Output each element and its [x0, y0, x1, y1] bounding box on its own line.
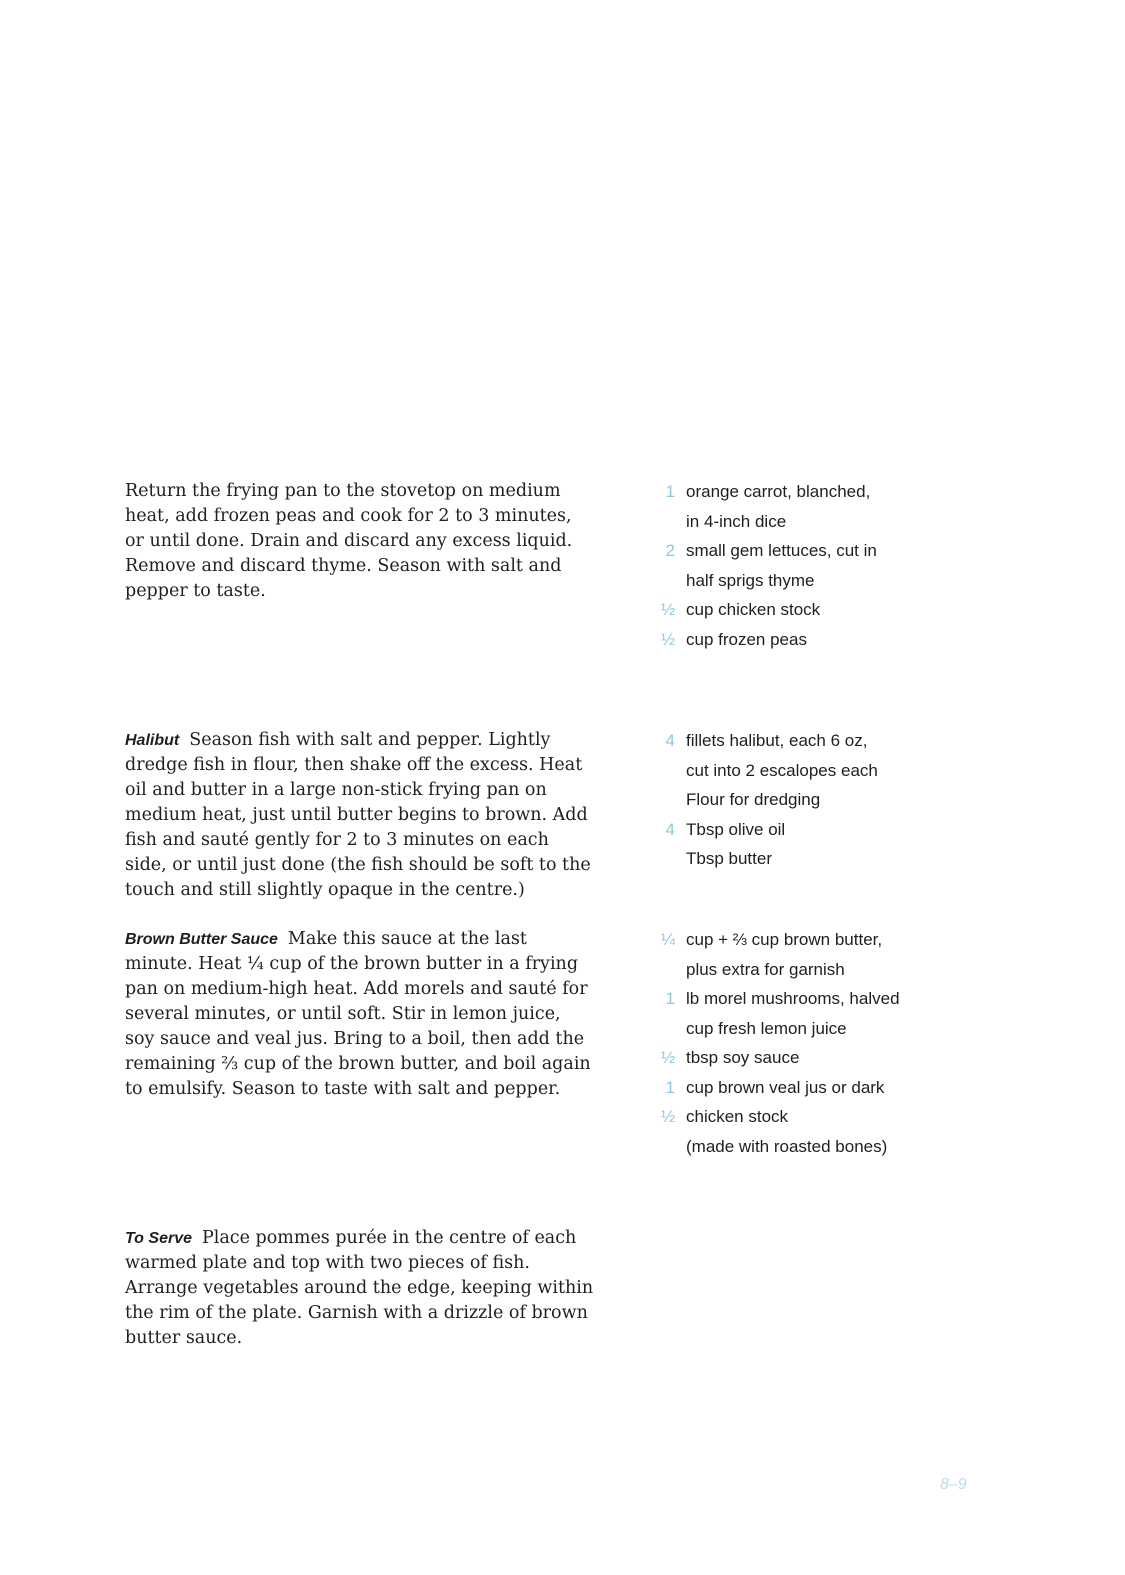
ingredient-text: cup brown veal jus or dark: [686, 1077, 885, 1097]
ingredient-text: plus extra for garnish: [686, 959, 845, 979]
ingredient-qty: [655, 1014, 675, 1044]
ingredient-text: cup + ⅔ cup brown butter,: [686, 930, 883, 949]
ingredient-row: [655, 1073, 985, 1103]
ingredient-row: [655, 844, 985, 874]
ingredient-row: [655, 785, 985, 815]
ingredient-list-halibut: [655, 726, 985, 874]
ingredient-text: cup frozen peas: [686, 629, 807, 649]
ingredient-qty: [655, 785, 675, 815]
ingredient-row: [655, 955, 985, 985]
ingredient-row: [655, 726, 985, 756]
ingredient-row: [655, 1043, 985, 1073]
ingredient-list-vegetables: [655, 477, 985, 654]
ingredient-text: tbsp soy sauce: [686, 1048, 800, 1067]
ingredient-row: [655, 925, 985, 955]
ingredient-qty: [655, 1132, 675, 1162]
ingredient-qty: 4: [665, 819, 675, 839]
page-number: 8–9: [940, 1476, 967, 1493]
method-paragraph-vegetables: [125, 479, 595, 604]
ingredient-row: [655, 595, 985, 625]
ingredient-text: in 4-inch dice: [686, 511, 787, 531]
ingredient-row: [655, 536, 985, 566]
section-heading: Brown Butter Sauce: [125, 931, 278, 948]
ingredient-row: [655, 477, 985, 507]
ingredient-row: [655, 1132, 985, 1162]
ingredient-text: cut into 2 escalopes each: [686, 760, 878, 780]
ingredient-qty: ½: [660, 1048, 675, 1067]
section-heading: To Serve: [125, 1230, 192, 1247]
ingredient-row: [655, 1102, 985, 1132]
ingredient-qty: 2: [665, 541, 675, 560]
ingredient-qty: [655, 507, 675, 537]
method-text: Place pommes purée in the centre of each warmed plate and top with two pieces of fish. Arrange vegetables around the edge, keeping within the rim of the plate. Garnish with a drizzle of brown butter sauce.: [125, 1228, 594, 1348]
ingredient-text: chicken stock: [686, 1107, 789, 1126]
ingredient-text: lb morel mushrooms, halved: [686, 989, 900, 1008]
ingredient-qty: 1: [665, 989, 675, 1008]
ingredient-qty: [655, 756, 675, 786]
ingredient-text: fillets halibut, each 6 oz,: [686, 731, 868, 750]
ingredient-row: [655, 566, 985, 596]
method-text: Season fish with salt and pepper. Lightly dredge fish in flour, then shake off the excess. Heat oil and butter in a large non-stick frying pan on medium heat, just until butter begins to brown. Add fish and sauté gently for 2 to 3 minutes on each side, or until just done (the fish should be soft to the touch and still slightly opaque in the centre.): [125, 730, 591, 900]
method-paragraph-to-serve: [125, 1226, 595, 1351]
ingredient-row: [655, 815, 985, 845]
ingredient-qty: 1: [665, 1077, 675, 1097]
ingredient-row: [655, 984, 985, 1014]
ingredient-text: orange carrot, blanched,: [686, 482, 871, 501]
ingredient-text: small gem lettuces, cut in: [686, 541, 877, 560]
ingredient-text: cup fresh lemon juice: [686, 1018, 847, 1038]
method-text: Make this sauce at the last minute. Heat ¼ cup of the brown butter in a frying pan on medium-high heat. Add morels and sauté for several minutes, or until soft. Stir in lemon juice, soy sauce and veal jus. Bring to a boil, then add the remaining ⅔ cup of the brown butter, and boil again to emulsify. Season to taste with salt and pepper.: [125, 929, 591, 1099]
ingredient-row: [655, 1014, 985, 1044]
ingredient-text: Flour for dredging: [686, 790, 821, 809]
ingredient-qty: [655, 955, 675, 985]
method-text: Return the frying pan to the stovetop on medium heat, add frozen peas and cook for 2 to 3 minutes, or until done. Drain and discard any excess liquid. Remove and discard thyme. Season with salt and pepper to taste.: [125, 481, 573, 601]
ingredient-qty: ½: [660, 600, 675, 619]
ingredient-text: Tbsp butter: [686, 849, 772, 868]
ingredient-qty: ¼: [660, 930, 675, 949]
ingredient-row: [655, 507, 985, 537]
ingredient-qty: [655, 844, 675, 874]
ingredient-text: half sprigs thyme: [686, 570, 815, 590]
ingredient-qty: 1: [665, 482, 675, 501]
ingredient-list-brown-butter-sauce: [655, 925, 985, 1161]
ingredient-row: [655, 756, 985, 786]
ingredient-text: cup chicken stock: [686, 600, 821, 619]
ingredient-text: (made with roasted bones): [686, 1136, 888, 1156]
method-paragraph-brown-butter-sauce: [125, 927, 595, 1102]
ingredient-qty: 4: [665, 731, 675, 750]
ingredient-qty: ½: [660, 629, 675, 649]
ingredient-qty: ½: [660, 1107, 675, 1126]
ingredient-text: Tbsp olive oil: [686, 819, 786, 839]
ingredient-qty: [655, 566, 675, 596]
method-paragraph-halibut: [125, 728, 595, 903]
ingredient-row: [655, 625, 985, 655]
section-heading: Halibut: [125, 732, 180, 749]
